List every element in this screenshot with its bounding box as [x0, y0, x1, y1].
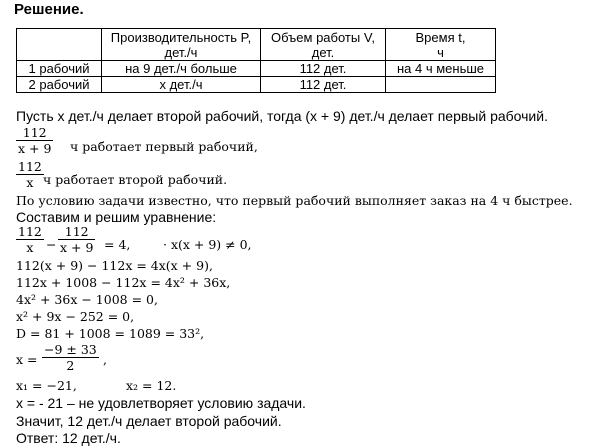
fraction-numerator: 112	[22, 125, 47, 140]
equation-multiplier: · x(x + 9) ≠ 0,	[163, 237, 252, 252]
reject-text: x = - 21 – не удовлетворяет условию задачи.	[16, 395, 306, 411]
discriminant-line: D = 81 + 1008 = 1089 = 33²,	[16, 326, 205, 341]
equation-minus: −	[46, 237, 57, 252]
table-cell: x дет./ч	[102, 77, 261, 93]
fraction-numerator: 112	[18, 224, 42, 239]
table-header-row	[17, 29, 496, 61]
table-cell: 112 дет.	[261, 61, 386, 77]
table-row	[17, 77, 496, 93]
table-cell: 2 рабочий	[17, 77, 102, 93]
fraction-second-time	[16, 159, 44, 190]
condition-text: По условию задачи известно, что первый рабочий выполняет заказ на 4 ч быстрее.	[16, 193, 573, 208]
equation-fraction-a	[16, 224, 44, 255]
second-worker-time-text: ч работает второй рабочий.	[43, 172, 228, 187]
equation-line: 112x + 1008 − 112x = 4x² + 36x,	[16, 275, 231, 290]
equation-line: 112(x + 9) − 112x = 4x(x + 9),	[16, 258, 213, 273]
table-header-cell: Время t, ч	[386, 29, 496, 61]
fraction-denominator: x + 9	[18, 141, 52, 156]
fraction-denominator: x	[26, 240, 34, 255]
fraction-denominator: 2	[66, 358, 75, 373]
fraction-numerator: 112	[64, 224, 89, 239]
first-worker-time-text: ч работает первый рабочий,	[70, 139, 258, 154]
table-cell: 112 дет.	[261, 77, 386, 93]
solution-heading: Решение.	[14, 1, 84, 18]
conclusion-text: Значит, 12 дет./ч делает второй рабочий.	[16, 413, 282, 429]
answer-text: Ответ: 12 дет./ч.	[16, 430, 121, 446]
fraction-denominator: x	[26, 175, 34, 190]
fraction-numerator: −9 ± 33	[44, 342, 97, 357]
root-comma: ,	[103, 352, 107, 367]
table-header-cell	[17, 29, 102, 61]
table-header-cell: Объем работы V, дет.	[261, 29, 386, 61]
compose-text: Составим и решим уравнение:	[16, 209, 217, 225]
fraction-first-time	[16, 125, 53, 156]
fraction-denominator: x + 9	[60, 240, 94, 255]
fraction-numerator: 112	[18, 159, 42, 174]
table-cell: на 4 ч меньше	[386, 61, 496, 77]
table-cell: на 9 дет./ч больше	[102, 61, 261, 77]
table-cell: 1 рабочий	[17, 61, 102, 77]
intro-text: Пусть x дет./ч делает второй рабочий, тогда (x + 9) дет./ч делает первый рабочий.	[16, 108, 548, 124]
data-table	[16, 28, 496, 93]
equation-line: 4x² + 36x − 1008 = 0,	[16, 292, 158, 307]
table-header-cell: Производительность P, дет./ч	[102, 29, 261, 61]
equation-fraction-b	[58, 224, 95, 255]
root-lhs: x =	[16, 352, 38, 367]
equation-rhs: = 4,	[104, 237, 131, 252]
root-fraction	[42, 342, 99, 373]
equation-line: x² + 9x − 252 = 0,	[16, 309, 135, 324]
root-x1: x₁ = −21,	[16, 378, 77, 393]
table-cell	[386, 77, 496, 93]
root-x2: x₂ = 12.	[126, 378, 177, 393]
table-row	[17, 61, 496, 77]
